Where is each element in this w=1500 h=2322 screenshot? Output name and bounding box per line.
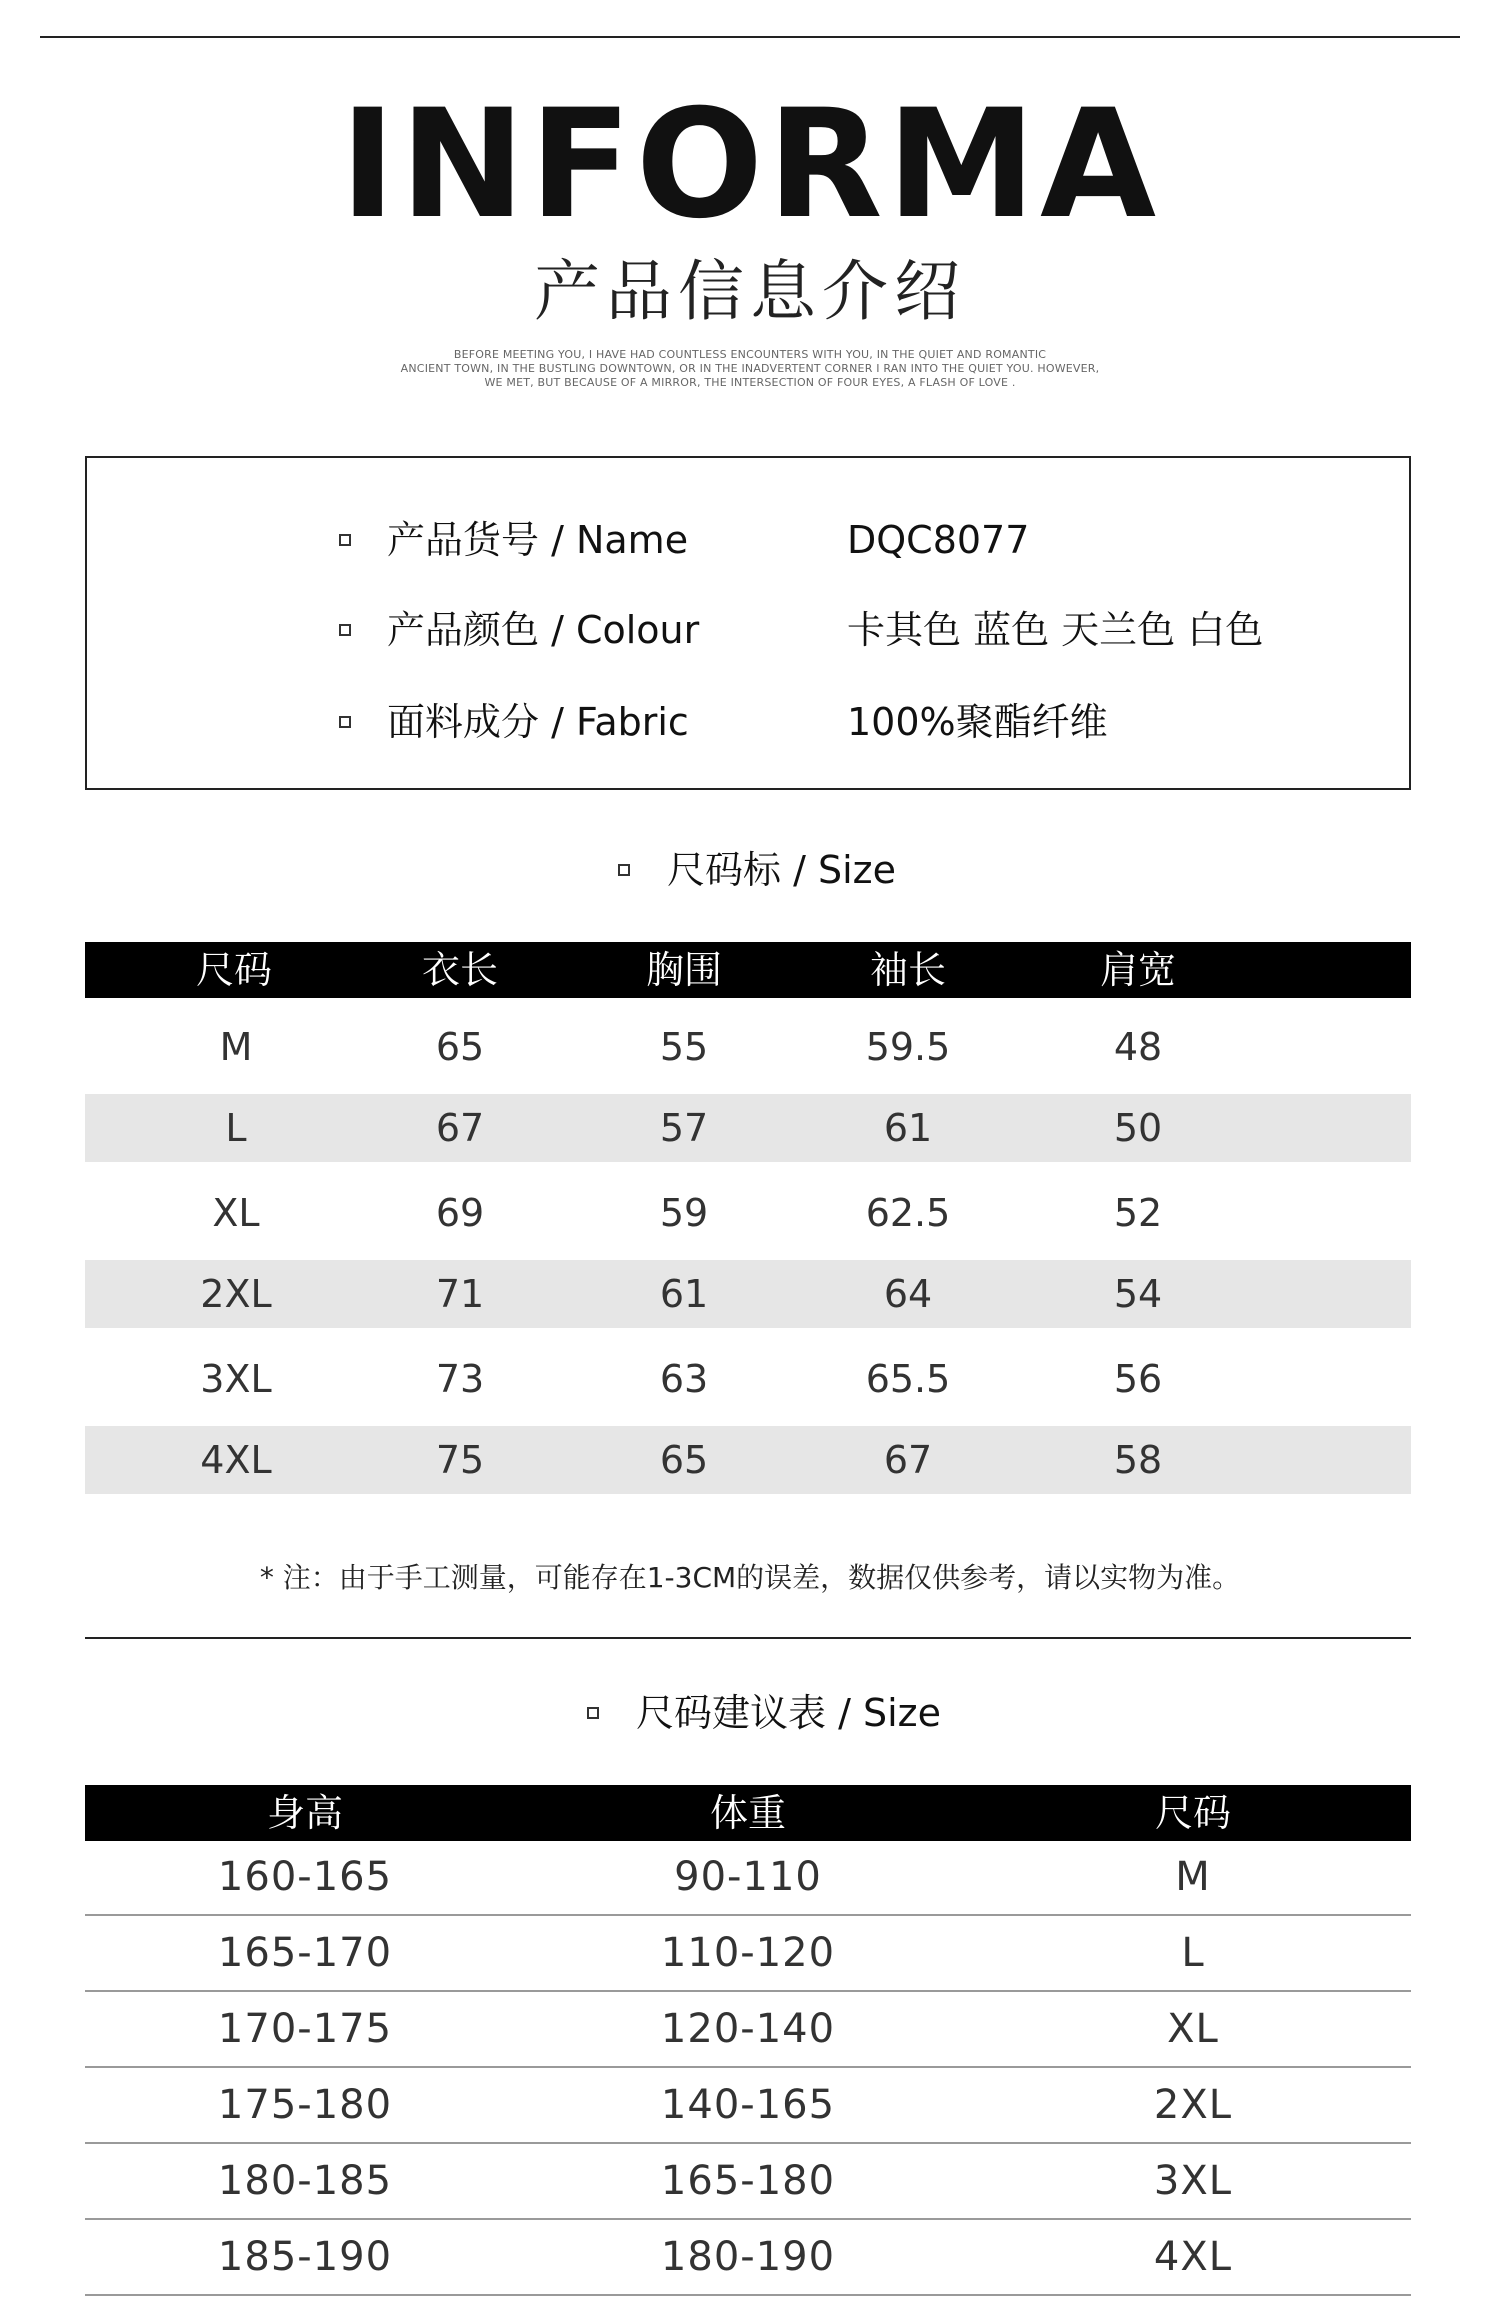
table-cell: 71 [435,1272,485,1316]
table-row [85,2221,1411,2297]
table-cell: 65.5 [865,1357,951,1401]
top-rule [40,36,1460,38]
table-cell: 67 [883,1438,933,1482]
info-value: 卡其色 蓝色 天兰色 白色 [847,608,1264,652]
table-cell: 75 [435,1438,485,1482]
info-value: 100%聚酯纤维 [847,700,1108,744]
table-row [85,1841,1411,1917]
table-cell: 67 [435,1106,485,1150]
table-cell: 185-190 [217,2234,393,2280]
table-cell: 61 [883,1106,933,1150]
table-cell: 50 [1113,1106,1163,1150]
row-divider [85,2294,1411,2296]
column-header: 体重 [709,1791,786,1835]
info-row-fabric [87,692,1409,752]
page-title: INFORMA [339,78,1161,252]
square-bullet-icon [618,864,630,876]
table-cell: 2XL [1153,2082,1233,2128]
column-header: 尺码 [1154,1791,1231,1835]
table-cell: 175-180 [217,2082,393,2128]
section-title: 尺码建议表 / Size [636,1691,941,1735]
table-cell: XL [1167,2006,1219,2052]
column-header: 尺码 [195,948,272,992]
table-row [85,1094,1411,1162]
table-cell: 110-120 [660,1930,836,1976]
column-header: 身高 [266,1791,343,1835]
table-cell: 58 [1113,1438,1163,1482]
table-row [85,1917,1411,1993]
table-cell: 61 [659,1272,709,1316]
size-table-header [85,942,1411,998]
table-cell: 180-185 [217,2158,393,2204]
section-title: 尺码标 / Size [667,848,896,892]
table-cell: 3XL [200,1357,272,1401]
table-cell: 57 [659,1106,709,1150]
table-cell: 120-140 [660,2006,836,2052]
suggest-table-heading [0,1683,1500,1743]
table-cell: 165-180 [660,2158,836,2204]
measurement-note: * 注：由于手工测量，可能存在1-3CM的误差，数据仅供参考，请以实物为准。 [259,1561,1241,1594]
table-cell: 63 [659,1357,709,1401]
table-cell: 59.5 [865,1025,951,1069]
table-cell: 160-165 [217,1854,393,1900]
suggest-table-header [85,1785,1411,1841]
table-cell: 69 [435,1191,485,1235]
table-cell: 140-165 [660,2082,836,2128]
table-cell: 55 [659,1025,709,1069]
column-header: 袖长 [869,948,946,992]
table-row [85,2145,1411,2221]
table-row [85,1426,1411,1494]
table-cell: XL [212,1191,260,1235]
table-cell: 180-190 [660,2234,836,2280]
product-info-box [85,456,1411,790]
square-bullet-icon [339,534,351,546]
table-cell: 64 [883,1272,933,1316]
table-cell: 54 [1113,1272,1163,1316]
table-cell: 56 [1113,1357,1163,1401]
divider [85,1637,1411,1639]
page-subtitle: 产品信息介绍 [534,253,966,330]
size-table-heading [0,840,1500,900]
table-cell: 165-170 [217,1930,393,1976]
table-cell: 3XL [1153,2158,1233,2204]
table-cell: 73 [435,1357,485,1401]
table-row [85,1260,1411,1328]
row-divider [85,2142,1411,2144]
blurb-line: BEFORE MEETING YOU, I HAVE HAD COUNTLESS ENCOUNTERS WITH YOU, IN THE QUIET AND ROMANTIC [453,348,1047,361]
table-cell: 62.5 [865,1191,951,1235]
column-header: 衣长 [421,948,498,992]
square-bullet-icon [587,1707,599,1719]
size-table [85,942,1411,1482]
blurb-line: WE MET, BUT BECAUSE OF A MIRROR, THE INTERSECTION OF FOUR EYES, A FLASH OF LOVE . [484,376,1016,389]
info-row-name [87,510,1409,570]
table-cell: 59 [659,1191,709,1235]
table-cell: 2XL [200,1272,272,1316]
column-header: 胸围 [645,948,722,992]
table-row [85,1344,1411,1414]
table-row [85,1012,1411,1082]
table-cell: L [225,1106,247,1150]
table-cell: 170-175 [217,2006,393,2052]
hero-header [0,78,1500,390]
blurb-line: ANCIENT TOWN, IN THE BUSTLING DOWNTOWN, OR IN THE INADVERTENT CORNER I RAN INTO THE QUIET YOU. HOWEVER, [400,362,1100,375]
table-cell: M [219,1025,253,1069]
table-cell: 4XL [200,1438,272,1482]
info-value: DQC8077 [847,518,1030,562]
info-label: 面料成分 / Fabric [387,700,689,744]
square-bullet-icon [339,624,351,636]
info-label: 产品货号 / Name [387,518,689,562]
table-cell: 90-110 [674,1854,822,1900]
table-cell: 4XL [1153,2234,1233,2280]
row-divider [85,2066,1411,2068]
info-label: 产品颜色 / Colour [387,608,700,652]
table-cell: L [1181,1930,1205,1976]
table-row [85,1993,1411,2069]
square-bullet-icon [339,716,351,728]
table-cell: 65 [435,1025,485,1069]
info-row-colour [87,600,1409,660]
row-divider [85,1914,1411,1916]
suggest-table [85,1785,1411,2280]
table-cell: 52 [1113,1191,1163,1235]
column-header: 肩宽 [1099,948,1176,992]
table-row [85,2069,1411,2145]
row-divider [85,1990,1411,1992]
table-cell: 65 [659,1438,709,1482]
hero-blurb [340,348,1160,390]
table-cell: M [1175,1854,1211,1900]
table-row [85,1178,1411,1248]
row-divider [85,2218,1411,2220]
table-cell: 48 [1113,1025,1163,1069]
